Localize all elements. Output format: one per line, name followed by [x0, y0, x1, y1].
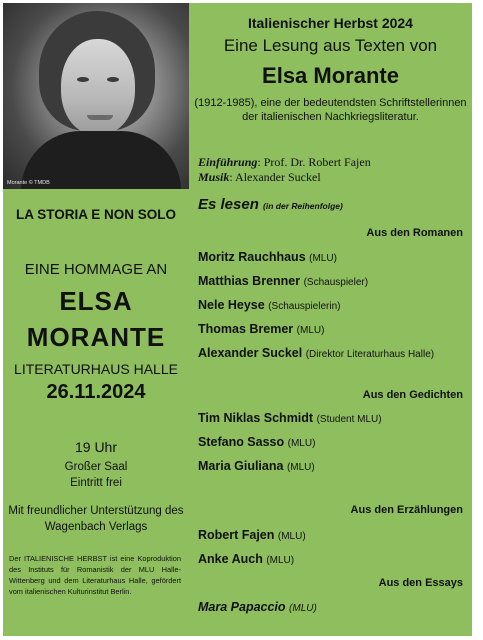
event-hall: Großer Saal: [64, 461, 128, 473]
section-title: Aus den Gedichten: [362, 389, 463, 401]
reader-affiliation: (Direktor Literaturhaus Halle): [305, 349, 435, 360]
introduction-label: Einführung: [198, 155, 258, 169]
photo-eye-right: [107, 77, 119, 82]
section-title: Aus den Erzählungen: [350, 504, 463, 516]
reader-name: Maria Giuliana: [198, 459, 284, 473]
author-photo: [3, 3, 189, 189]
left-column: [3, 189, 189, 636]
readers-order-note: (in der Reihenfolge): [263, 201, 343, 211]
music-line: [198, 170, 321, 185]
series-title: Italienischer Herbst 2024: [248, 15, 413, 31]
reader-item: [198, 600, 317, 614]
reader-item: [198, 552, 294, 566]
reader-affiliation: (MLU): [309, 253, 337, 264]
reader-name: Robert Fajen: [198, 528, 275, 542]
introduction-line: [198, 155, 371, 170]
reader-affiliation: (Schauspieler): [303, 277, 369, 288]
reader-affiliation: (MLU): [266, 555, 295, 566]
poster: [3, 3, 472, 636]
reader-item: [198, 346, 434, 360]
reader-name: Tim Niklas Schmidt: [198, 411, 314, 425]
reader-name: Matthias Brenner: [198, 274, 301, 288]
introduction-value: : Prof. Dr. Robert Fajen: [257, 155, 371, 169]
reader-affiliation: (MLU): [289, 603, 317, 614]
reader-affiliation: (Student MLU): [316, 414, 382, 425]
reader-item: [198, 435, 315, 449]
reader-item: [198, 459, 315, 473]
reader-item: [198, 411, 382, 425]
readers-heading-text: Es lesen: [198, 196, 259, 213]
event-date: 26.11.2024: [46, 381, 146, 403]
photo-credit: Morante © TMDB: [7, 180, 50, 186]
photo-mouth: [87, 115, 113, 120]
reader-name: Alexander Suckel: [198, 346, 303, 360]
reader-name: Nele Heyse: [198, 298, 265, 312]
venue: LITERATURHAUS HALLE: [14, 361, 178, 377]
readers-heading: [198, 196, 343, 213]
reader-item: [198, 250, 337, 264]
reader-affiliation: (Schauspielerin): [268, 301, 341, 312]
reader-name: Mara Papaccio: [198, 600, 286, 614]
reader-name: Stefano Sasso: [198, 435, 285, 449]
photo-eye-left: [77, 77, 89, 82]
section-title: Aus den Essays: [378, 577, 463, 589]
hommage-line: EINE HOMMAGE AN: [24, 261, 168, 278]
section-title: Aus den Romanen: [366, 227, 463, 239]
author-name: Elsa Morante: [262, 63, 399, 88]
coproduction-note: Der ITALIENISCHE HERBST ist eine Koproduktion des Instituts für Romanistik der MLU Halle-Wittenberg und dem Literaturhaus Halle, gefördert vom italienischen Kulturinstitut Berlin.: [9, 554, 181, 596]
event-time: 19 Uhr: [74, 439, 118, 455]
reader-item: [198, 298, 340, 312]
support-note: Mit freundlicher Unterstützung des Wagenbach Verlags: [8, 505, 184, 533]
name-first: ELSA: [59, 286, 133, 316]
reader-affiliation: (MLU): [287, 438, 316, 449]
right-column: [189, 3, 472, 636]
reader-affiliation: (MLU): [286, 462, 315, 473]
reader-affiliation: (MLU): [277, 531, 306, 542]
name-last: MORANTE: [26, 322, 166, 352]
reader-item: [198, 322, 324, 336]
reader-name: Moritz Rauchhaus: [198, 250, 306, 264]
reader-name: Anke Auch: [198, 552, 263, 566]
reader-name: Thomas Bremer: [198, 322, 294, 336]
subtitle: Eine Lesung aus Texten von: [223, 36, 438, 55]
reader-item: [198, 274, 368, 288]
author-description: (1912-1985), eine der bedeutendsten Schriftstellerinnen der italienischen Nachkriegsliteratur.: [194, 97, 467, 123]
music-label: Musik: [198, 170, 230, 184]
reader-affiliation: (MLU): [296, 325, 325, 336]
reader-item: [198, 528, 306, 542]
photo-face: [61, 39, 135, 135]
event-title: LA STORIA E NON SOLO: [15, 207, 176, 222]
event-entry: Eintritt frei: [70, 477, 122, 489]
music-value: : Alexander Suckel: [229, 170, 321, 184]
